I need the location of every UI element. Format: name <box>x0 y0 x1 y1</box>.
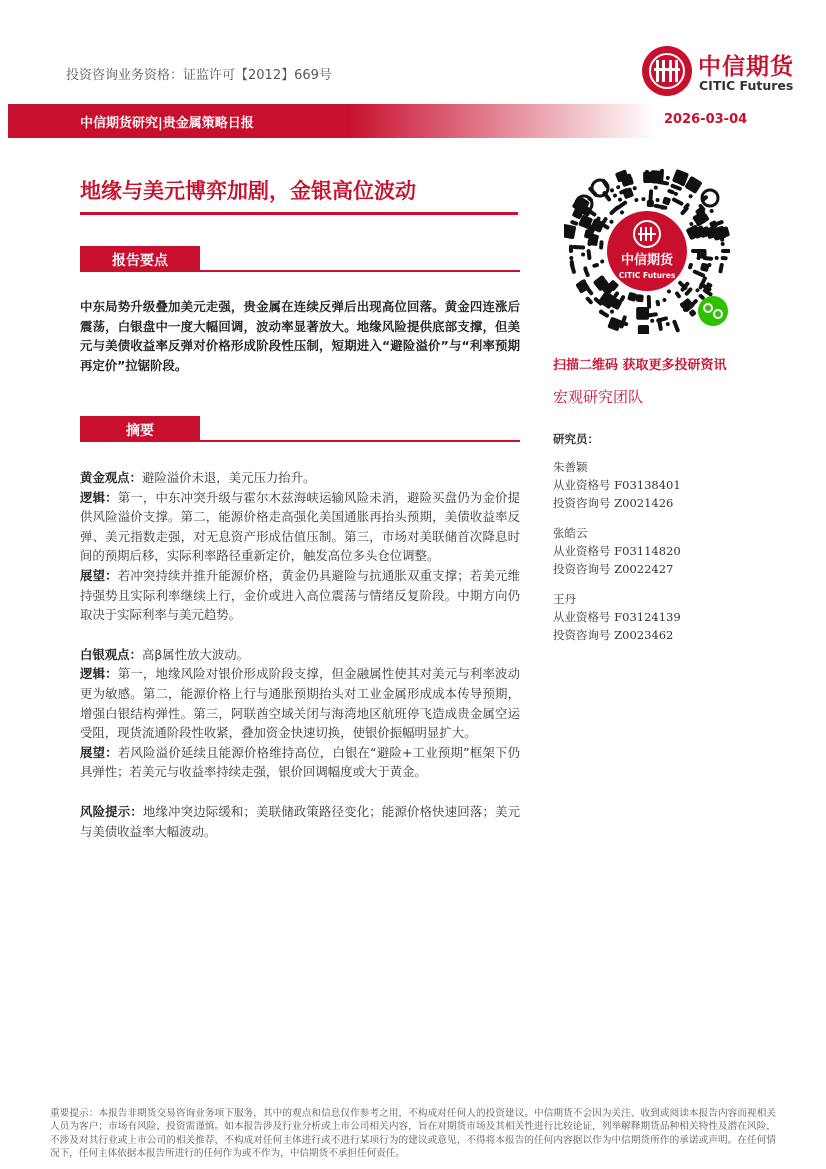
risk-warning: 风险提示：地缘冲突边际缓和；美联储政策路径变化；能源价格快速回落；美元与美债收益率大幅波动。 <box>80 803 521 839</box>
researcher-label: 研究员： <box>553 432 599 446</box>
section-tag-summary <box>80 416 520 442</box>
section-label: 报告要点 <box>112 253 168 269</box>
silver-outlook: 展望：若风险溢价延续且能源价格维持高位，白银在“避险+工业预期”框架下仍具弹性；若美元与收益率持续走强，银价回调幅度或大于黄金。 <box>80 744 520 780</box>
wechat-qr-code[interactable] <box>564 168 730 334</box>
qr-caption: 扫描二维码 获取更多投研资讯 <box>553 358 727 373</box>
researcher-name: 王丹 <box>553 592 576 606</box>
report-date: 2026-03-04 <box>664 112 748 127</box>
qr-center-en: CITIC Futures <box>618 271 676 280</box>
researcher-qual: 从业资格号 F03114820 <box>553 544 681 558</box>
summary-body <box>80 468 520 841</box>
gold-outlook: 展望：若冲突持续并推升能源价格，黄金仍具避险与抗通胀双重支撑；若美元维持强势且实际利率继续上行，金价或进入高位震荡与情绪反复阶段。中期方向仍取决于实际利率与美元趋势。 <box>80 567 521 623</box>
researcher-qual: 从业资格号 F03124139 <box>553 610 681 624</box>
researcher-name: 朱善颖 <box>553 460 588 474</box>
researcher-qual: 从业资格号 F03138401 <box>553 478 681 492</box>
researcher-list <box>553 430 681 656</box>
team-name: 宏观研究团队 <box>553 388 644 406</box>
researcher-name: 张皓云 <box>553 526 588 540</box>
silver-view: 白银观点：高β属性放大波动。 <box>80 646 249 662</box>
researcher-entry <box>553 524 681 578</box>
gold-view: 黄金观点：避险溢价未退，美元压力抬升。 <box>80 470 316 485</box>
section-label: 摘要 <box>126 423 154 439</box>
researcher-entry <box>553 590 681 644</box>
qr-center-cn: 中信期货 <box>620 253 674 268</box>
title-divider <box>80 212 518 215</box>
logo-text-cn: 中信期货 <box>698 54 794 80</box>
license-text: 投资咨询业务资格：证监许可【2012】669号 <box>66 68 332 83</box>
report-title: 地缘与美元博弈加剧，金银高位波动 <box>80 179 416 203</box>
gold-logic: 逻辑：第一，中东冲突升级与霍尔木兹海峡运输风险未消，避险买盘仍为金价提供风险溢价支撑。第二，能源价格走高强化美国通胀再抬头预期，美债收益率反弹、美元指数走强，对无息资产形成估值压制。第三，市场对美联储首次降息时间的预期后移，实际利率路径重新定价，触发高位多头仓位调整。 <box>80 489 521 564</box>
citic-logo <box>642 46 802 98</box>
disclaimer-text: 重要提示：本报告非期货交易咨询业务项下服务，其中的观点和信息仅作参考之用，不构成对任何人的投资建议。中信期货不会因为关注、收到或阅读本报告内容而视相关人员为客户；市场有风险，投资需谨慎。如本报告涉及行业分析或上市公司相关内容，旨在对期货市场及其相关性进行比较论证，列举解释期货品种相关特性及潜在风险，不涉及对其行业或上市公司的相关推荐，不构成对任何主体进行或不进行某项行为的建议或意见，不得将本报告的任何内容据以作为中信期货所作的承诺或声明。在任何情况下，任何主体依据本报告所进行的任何作为或不作为，中信期货不承担任何责任。 <box>50 1108 776 1159</box>
header-title: 中信期货研究|贵金属策略日报 <box>80 116 254 131</box>
header-bar <box>0 104 826 138</box>
researcher-advisor: 投资咨询号 Z0023462 <box>553 628 674 642</box>
researcher-advisor: 投资咨询号 Z0022427 <box>553 562 674 576</box>
section-tag-key-points <box>80 246 520 272</box>
key-points-text: 中东局势升级叠加美元走强，贵金属在连续反弹后出现高位回落。黄金四连涨后震荡，白银盘中一度大幅回调，波动率显著放大。地缘风险提供底部支撑，但美元与美债收益率反弹对价格形成阶段性压制，短期进入“避险溢价”与“利率预期再定价”拉锯阶段。 <box>80 299 520 373</box>
silver-logic: 逻辑：第一，地缘风险对银价形成阶段支撑，但金融属性使其对美元与利率波动更为敏感。第二，能源价格上行与通胀预期抬头对工业金属形成成本传导预期，增强白银结构弹性。第三，阿联酋空域关闭与海湾地区航班停飞造成贵金属空运受阻，现货流通阶段性收紧，叠加资金快速切换，使银价振幅明显扩大。 <box>80 666 521 741</box>
qr-code-pattern <box>564 168 730 334</box>
researcher-advisor: 投资咨询号 Z0021426 <box>553 496 674 510</box>
logo-text-en: CITIC Futures <box>699 78 794 93</box>
researcher-entry <box>553 458 681 512</box>
citic-logo-icon <box>642 46 692 96</box>
wechat-mini-program-icon <box>698 296 728 326</box>
